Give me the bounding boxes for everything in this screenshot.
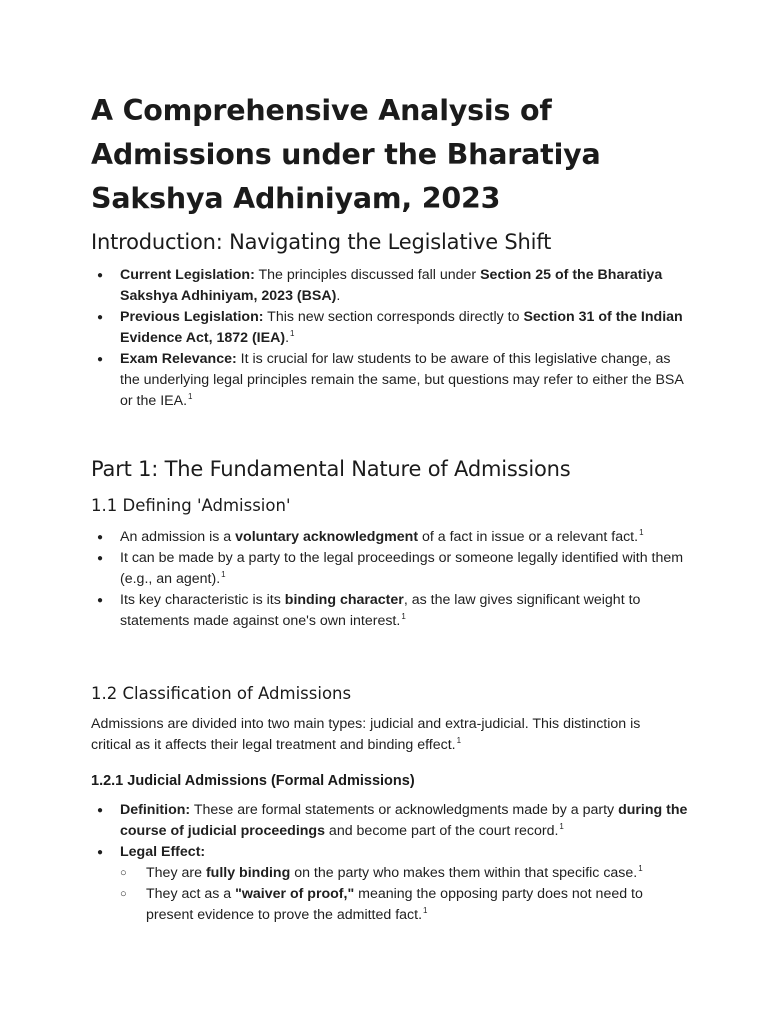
item-text: It is crucial for law students to be aware of this legislative change, as the underlying legal principles remain the same, but questions may refer to either the BSA or the IEA. [120,351,684,409]
footnote-ref: 1 [221,570,226,579]
item-text: It can be made by a party to the legal proceedings or someone legally identified with them (e.g., an agent). [120,550,684,587]
item-text: on the party who makes them within that specific case. [290,865,638,881]
sub-list-item [120,863,691,884]
item-text: They act as a [146,886,236,902]
footnote-ref: 1 [188,392,193,401]
item-bold-text: binding character [284,592,404,608]
legal-effect-sublist [120,863,691,926]
list-item [91,842,691,926]
item-label: Current Legislation: [120,267,255,283]
section-1-2-heading: 1.2 Classification of Admissions [91,684,352,703]
item-text: They are [146,865,206,881]
sub-list-item [120,884,691,926]
list-item [91,307,691,349]
section-1-2-1-heading: 1.2.1 Judicial Admissions (Formal Admissions) [91,773,415,789]
footnote-ref: 1 [423,906,428,915]
item-text: , as the law gives significant weight to statements made against one's own interest. [120,592,641,629]
item-label: Previous Legislation: [120,309,264,325]
item-bold-text: during the course of judicial proceedings [120,802,688,839]
item-bold-text: Section 25 of the Bharatiya Sakshya Adhiniyam, 2023 (BSA) [120,267,663,304]
paragraph-text: Admissions are divided into two main types: judicial and extra-judicial. This distinction is critical as it affects their legal treatment and binding effect. [91,716,641,753]
section-1-1-list [91,527,691,632]
item-bold-text: voluntary acknowledgment [235,529,419,545]
item-text: This new section corresponds directly to [263,309,524,325]
section-1-2-paragraph [91,714,681,756]
footnote-ref: 1 [290,329,295,338]
item-label: Exam Relevance: [120,351,237,367]
part1-heading: Part 1: The Fundamental Nature of Admissions [91,457,571,481]
item-text: and become part of the court record. [324,823,559,839]
list-item [91,349,691,412]
list-item [91,590,691,632]
item-label: Legal Effect: [120,844,206,860]
section-1-2-1-list [91,800,691,926]
intro-list [91,265,691,412]
footnote-ref: 1 [638,864,643,873]
item-text: of a fact in issue or a relevant fact. [418,529,639,545]
list-item [91,265,691,307]
intro-heading: Introduction: Navigating the Legislative Shift [91,230,552,254]
item-text: These are formal statements or acknowledgments made by a party [190,802,619,818]
item-text: The principles discussed fall under [254,267,481,283]
footnote-ref: 1 [559,822,564,831]
item-bold-text: "waiver of proof," [235,886,355,902]
item-text: . [285,330,290,346]
item-text: . [336,288,341,304]
item-text: An admission is a [120,529,236,545]
item-bold-text: Section 31 of the Indian Evidence Act, 1872 (IEA) [120,309,683,346]
footnote-ref: 1 [401,612,406,621]
section-1-1-heading: 1.1 Defining 'Admission' [91,496,291,515]
footnote-ref: 1 [639,528,644,537]
item-text: Its key characteristic is its [120,592,285,608]
item-text: meaning the opposing party does not need to present evidence to prove the admitted fact. [146,886,643,923]
list-item [91,800,691,842]
footnote-ref: 1 [456,736,462,745]
item-label: Definition: [120,802,191,818]
item-bold-text: fully binding [205,865,291,881]
list-item [91,548,691,590]
list-item [91,527,691,548]
document-title: A Comprehensive Analysis of Admissions under the Bharatiya Sakshya Adhiniyam, 2023 [91,94,601,215]
